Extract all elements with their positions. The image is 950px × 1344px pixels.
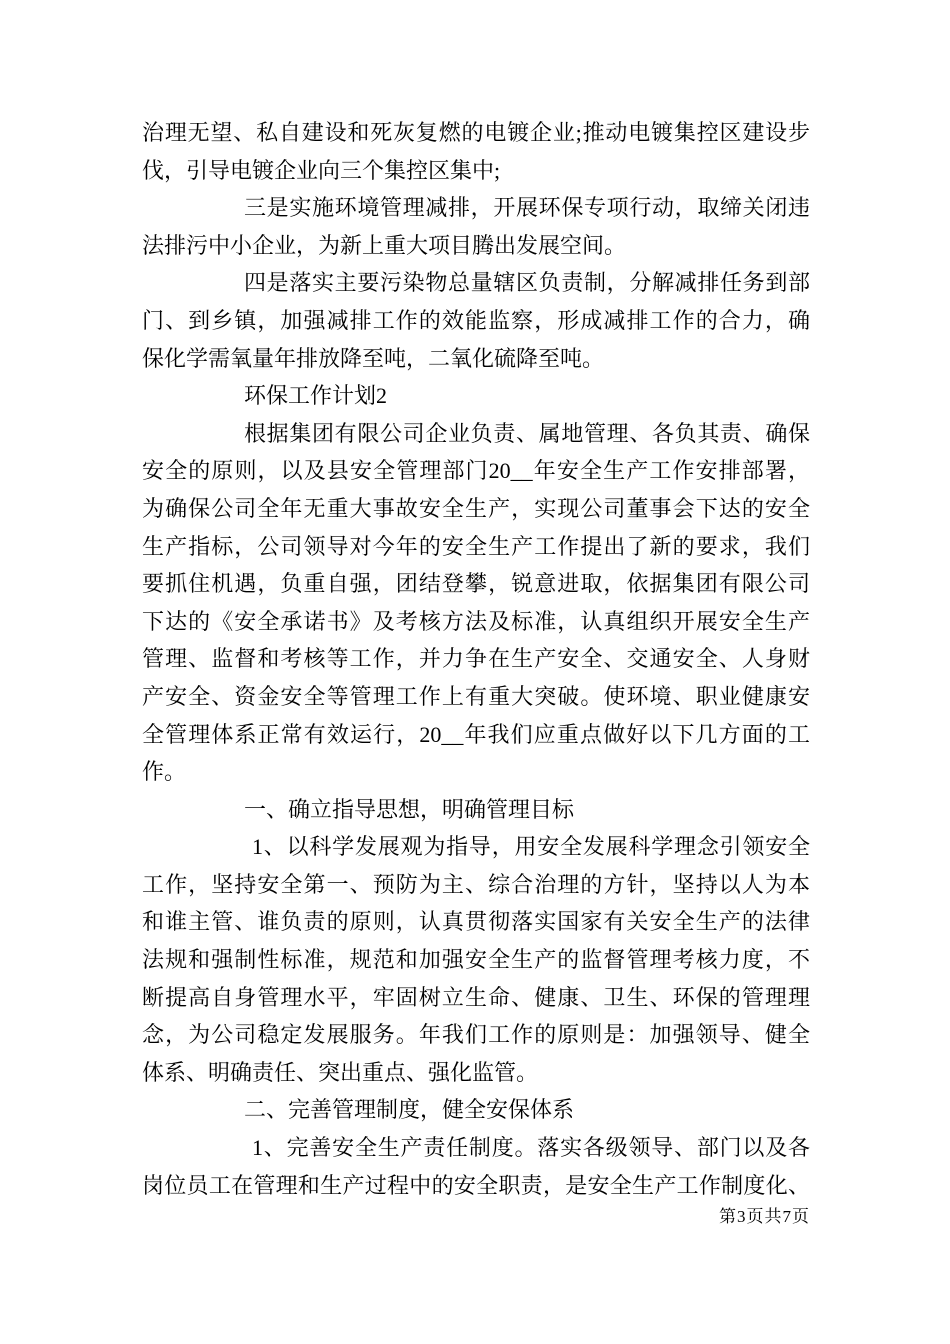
text-line: 管理、监督和考核等工作，并力争在生产安全、交通安全、人身财	[142, 646, 810, 672]
text-line: 二、完善管理制度，健全安保体系	[244, 1097, 575, 1123]
text-line: 根据集团有限公司企业负责、属地管理、各负其责、确保	[244, 420, 810, 446]
text-line: 生产指标，公司领导对今年的安全生产工作提出了新的要求，我们	[142, 533, 810, 559]
text-line: 法排污中小企业，为新上重大项目腾出发展空间。	[142, 232, 627, 258]
text-line: 岗位员工在管理和生产过程中的安全职责，是安全生产工作制度化、	[142, 1172, 810, 1198]
text-line: 体系、明确责任、突出重点、强化监管。	[142, 1059, 539, 1085]
text-line: 1、完善安全生产责任制度。落实各级领导、部门以及各	[252, 1135, 810, 1161]
text-line: 断提高自身管理水平，牢固树立生命、健康、卫生、环保的管理理	[142, 984, 810, 1010]
text-line: 产安全、资金安全等管理工作上有重大突破。使环境、职业健康安	[142, 683, 810, 709]
text-line: 要抓住机遇，负重自强，团结登攀，锐意进取，依据集团有限公司	[142, 571, 810, 597]
page-number: 第3页共7页	[719, 1207, 810, 1226]
text-line: 四是落实主要污染物总量辖区负责制，分解减排任务到部	[244, 270, 810, 296]
text-line: 伐，引导电镀企业向三个集控区集中;	[142, 157, 501, 183]
text-line: 保化学需氧量年排放降至吨，二氧化硫降至吨。	[142, 345, 605, 371]
text-line: 和谁主管、谁负责的原则，认真贯彻落实国家有关安全生产的法律	[142, 909, 810, 935]
text-line: 工作，坚持安全第一、预防为主、综合治理的方针，坚持以人为本	[142, 871, 810, 897]
text-line: 环保工作计划2	[244, 383, 388, 409]
text-line: 为确保公司全年无重大事故安全生产，实现公司董事会下达的安全	[142, 495, 810, 521]
text-line: 全管理体系正常有效运行，20__年我们应重点做好以下几方面的工	[142, 721, 810, 747]
text-line: 一、确立指导思想，明确管理目标	[244, 796, 575, 822]
text-line: 安全的原则，以及县安全管理部门20__年安全生产工作安排部署，	[142, 458, 810, 484]
document-body	[142, 114, 810, 1204]
text-line: 法规和强制性标准，规范和加强安全生产的监督管理考核力度，不	[142, 947, 810, 973]
text-line: 作。	[142, 759, 187, 785]
text-line: 下达的《安全承诺书》及考核方法及标准，认真组织开展安全生产	[142, 608, 810, 634]
text-line: 三是实施环境管理减排，开展环保专项行动，取缔关闭违	[244, 195, 810, 221]
text-line: 念，为公司稳定发展服务。年我们工作的原则是：加强领导、健全	[142, 1022, 810, 1048]
text-line: 门、到乡镇，加强减排工作的效能监察，形成减排工作的合力，确	[142, 307, 810, 333]
text-line: 治理无望、私自建设和死灰复燃的电镀企业;推动电镀集控区建设步	[142, 120, 810, 145]
text-line: 1、以科学发展观为指导，用安全发展科学理念引领安全	[252, 834, 810, 860]
